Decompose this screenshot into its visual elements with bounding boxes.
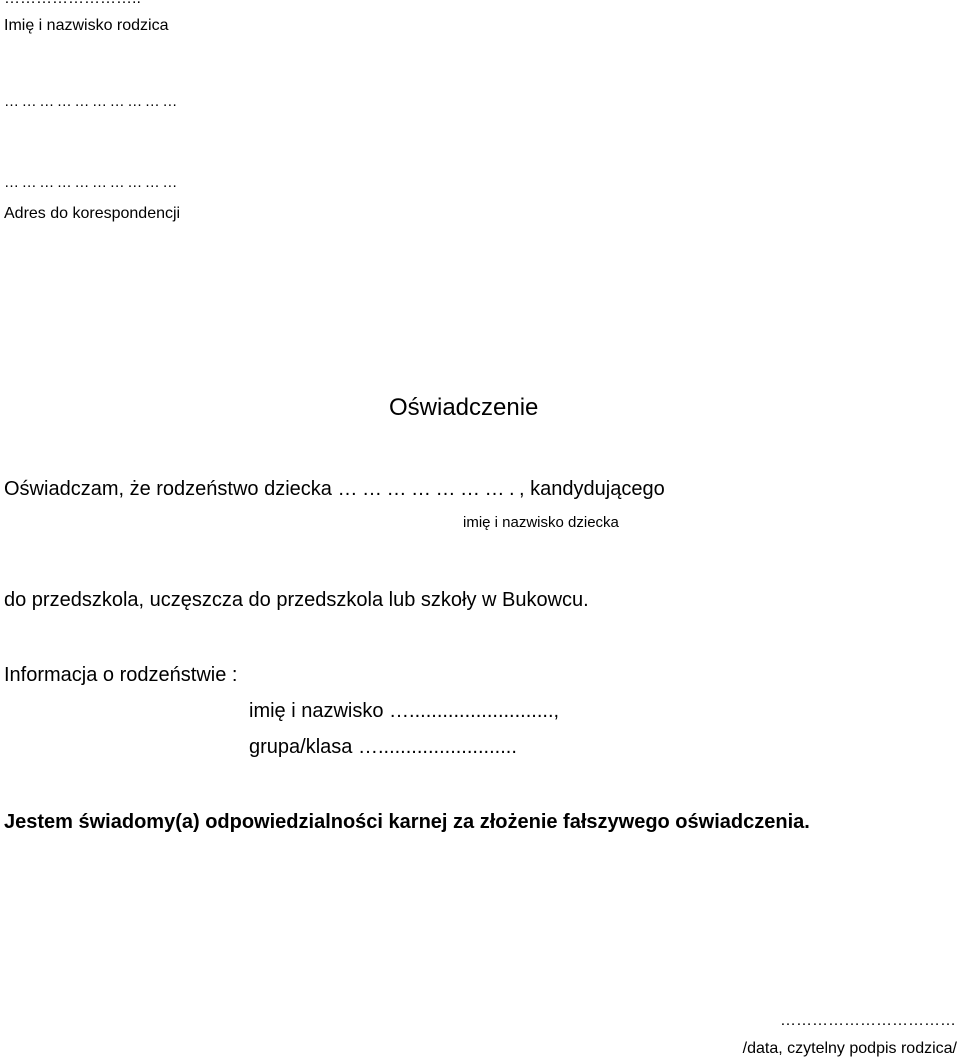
signature-dots: …………………………… bbox=[780, 1012, 956, 1029]
child-name-dots: …………………. bbox=[337, 478, 520, 500]
parent-name-label: Imię i nazwisko rodzica bbox=[4, 17, 169, 34]
statement-line-1-end: , kandydującego bbox=[519, 478, 665, 500]
parent-name-dots bbox=[4, 0, 141, 8]
statement-line-1 bbox=[4, 478, 665, 501]
address-dots-line-1: ………………………… bbox=[4, 93, 180, 110]
document-title: Oświadczenie bbox=[389, 394, 539, 421]
statement-line-1-start: Oświadczam, że rodzeństwo dziecka bbox=[4, 478, 332, 500]
address-label: Adres do korespondencji bbox=[4, 205, 181, 222]
address-dots-line-2: ………………………… bbox=[4, 174, 180, 191]
statement-line-2: do przedszkola, uczęszcza do przedszkola lub szkoły w Bukowcu. bbox=[4, 589, 589, 611]
siblings-info-label: Informacja o rodzeństwie : bbox=[4, 664, 238, 686]
signature-caption: /data, czytelny podpis rodzica/ bbox=[742, 1040, 957, 1057]
child-name-caption: imię i nazwisko dziecka bbox=[463, 514, 619, 531]
sibling-group-field: grupa/klasa …......................... bbox=[249, 736, 517, 758]
liability-declaration: Jestem świadomy(a) odpowiedzialności karnej za złożenie fałszywego oświadczenia. bbox=[4, 811, 810, 833]
sibling-name-field: imię i nazwisko ….........................., bbox=[249, 700, 560, 722]
